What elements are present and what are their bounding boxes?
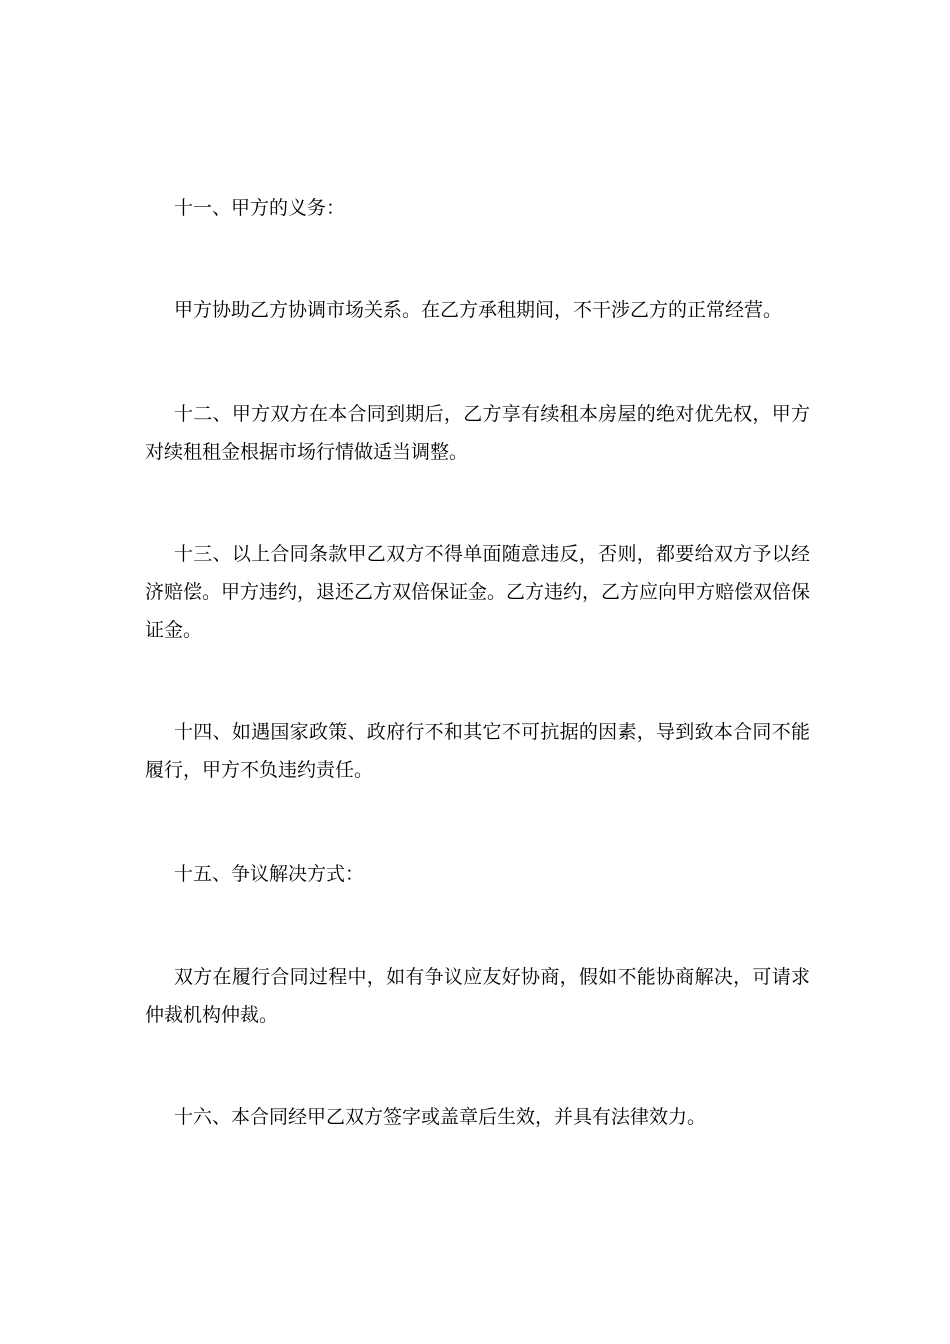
- clause-11-heading: 十一、甲方的义务：: [174, 197, 346, 219]
- clause-14: 十四、如遇国家政策、政府行不和其它不可抗据的因素，导到致本合同不能履行，甲方不负违约责任。: [145, 721, 810, 781]
- clause-12: 十二、甲方双方在本合同到期后，乙方享有续租本房屋的绝对优先权，甲方对续租租金根据市场行情做适当调整。: [145, 403, 810, 463]
- clause-15-body: 双方在履行合同过程中，如有争议应友好协商，假如不能协商解决，可请求仲裁机构仲裁。: [145, 966, 810, 1026]
- clause-15-heading: 十五、争议解决方式：: [174, 863, 365, 885]
- clause-13: 十三、以上合同条款甲乙双方不得单面随意违反，否则，都要给双方予以经济赔偿。甲方违约，退还乙方双倍保证金。乙方违约，乙方应向甲方赔偿双倍保证金。: [145, 543, 811, 641]
- clause-11-body: 甲方协助乙方协调市场关系。在乙方承租期间，不干涉乙方的正常经营。: [174, 299, 783, 321]
- clause-16: 十六、本合同经甲乙双方签字或盖章后生效，并具有法律效力。: [174, 1106, 707, 1128]
